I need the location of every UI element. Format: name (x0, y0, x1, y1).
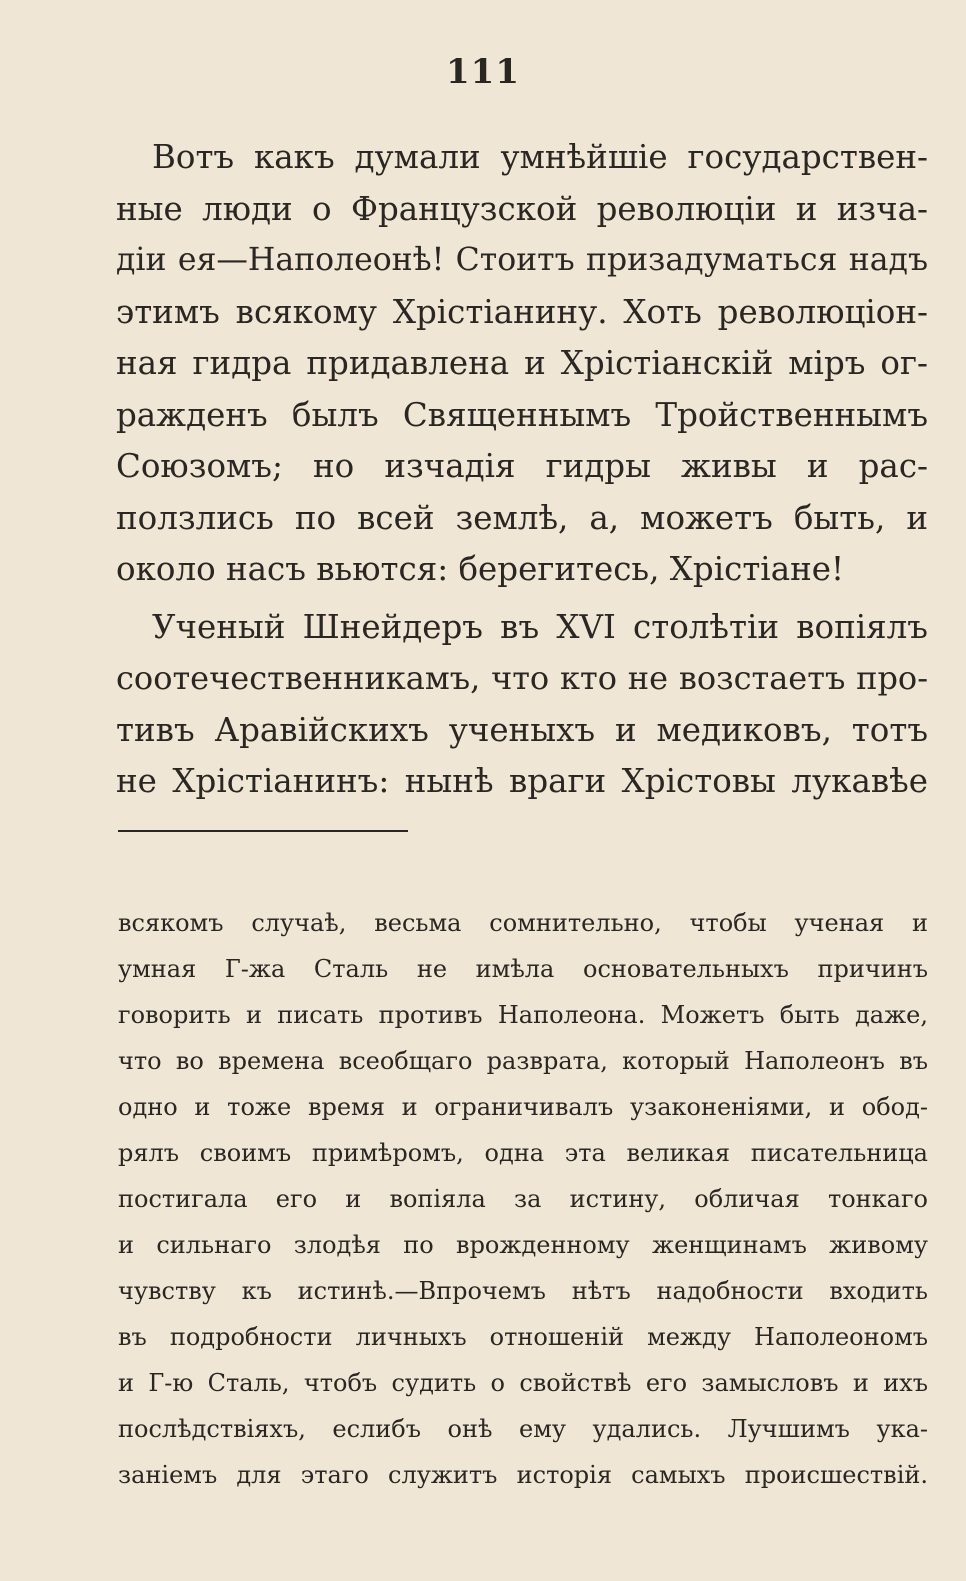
footnote-line: и сильнаго злодѣя по врожденному женщинамъ живому (118, 1231, 928, 1259)
footnote-line: умная Г-жа Сталь не имѣла основательныхъ причинъ (118, 955, 928, 983)
text-line: ная гидра придавлена и Хрістіанскій міръ ог- (116, 344, 928, 382)
footnote-line: всякомъ случаѣ, весьма сомнительно, чтобы ученая и (118, 909, 928, 937)
text-line: Союзомъ; но изчадія гидры живы и рас- (116, 447, 928, 485)
text-line: этимъ всякому Хрістіанину. Хоть революціон- (116, 292, 928, 331)
footnote-line: одно и тоже время и ограничивалъ узаконеніями, и обод- (118, 1093, 928, 1121)
text-line: Ученый Шнейдеръ въ XVI столѣтіи вопіялъ (152, 607, 928, 646)
main-text (116, 132, 928, 808)
text-line: ползлись по всей землѣ, а, можетъ быть, и (116, 498, 928, 537)
footnote-line: заніемъ для этаго служитъ исторія самыхъ происшествій. (118, 1461, 928, 1489)
footnote-line: рялъ своимъ примѣромъ, одна эта великая писательница (118, 1139, 928, 1167)
text-line: Вотъ какъ думали умнѣйшіе государствен- (152, 138, 928, 176)
footnote-line: говорить и писать противъ Наполеона. Можетъ быть даже, (118, 1001, 928, 1029)
footnote-line: въ подробности личныхъ отношеній между Наполеономъ (118, 1323, 928, 1351)
text-line: соотечественникамъ, что кто не возстаетъ про- (116, 659, 928, 697)
footnote-line: и Г-ю Сталь, чтобъ судить о свойствѣ его замысловъ и ихъ (118, 1369, 928, 1397)
text-line: ражденъ былъ Священнымъ Тройственнымъ (116, 395, 928, 434)
page-number: 111 (446, 52, 520, 92)
text-line: ные люди о Французской революціи и изча- (116, 189, 928, 228)
text-line: около насъ вьются: берегитесь, Хрістіане! (116, 550, 845, 588)
footnote-line: послѣдствіяхъ, еслибъ онѣ ему удались. Лучшимъ ука- (118, 1415, 928, 1443)
footnote-line: чувству къ истинѣ.—Впрочемъ нѣтъ надобности входить (118, 1277, 928, 1305)
footnote-divider (118, 830, 408, 832)
text-line: тивъ Аравійскихъ ученыхъ и медиковъ, тотъ (116, 710, 928, 749)
text-line: не Хрістіанинъ: нынѣ враги Хрістовы лукавѣе (116, 762, 928, 800)
text-line: діи ея—Наполеонѣ! Стоитъ призадуматься надъ (116, 242, 928, 278)
footnote-line: что во времена всеобщаго разврата, который Наполеонъ въ (118, 1047, 928, 1075)
footnote-text (118, 900, 928, 1498)
footnote-line: постигала его и вопіяла за истину, обличая тонкаго (118, 1185, 928, 1213)
